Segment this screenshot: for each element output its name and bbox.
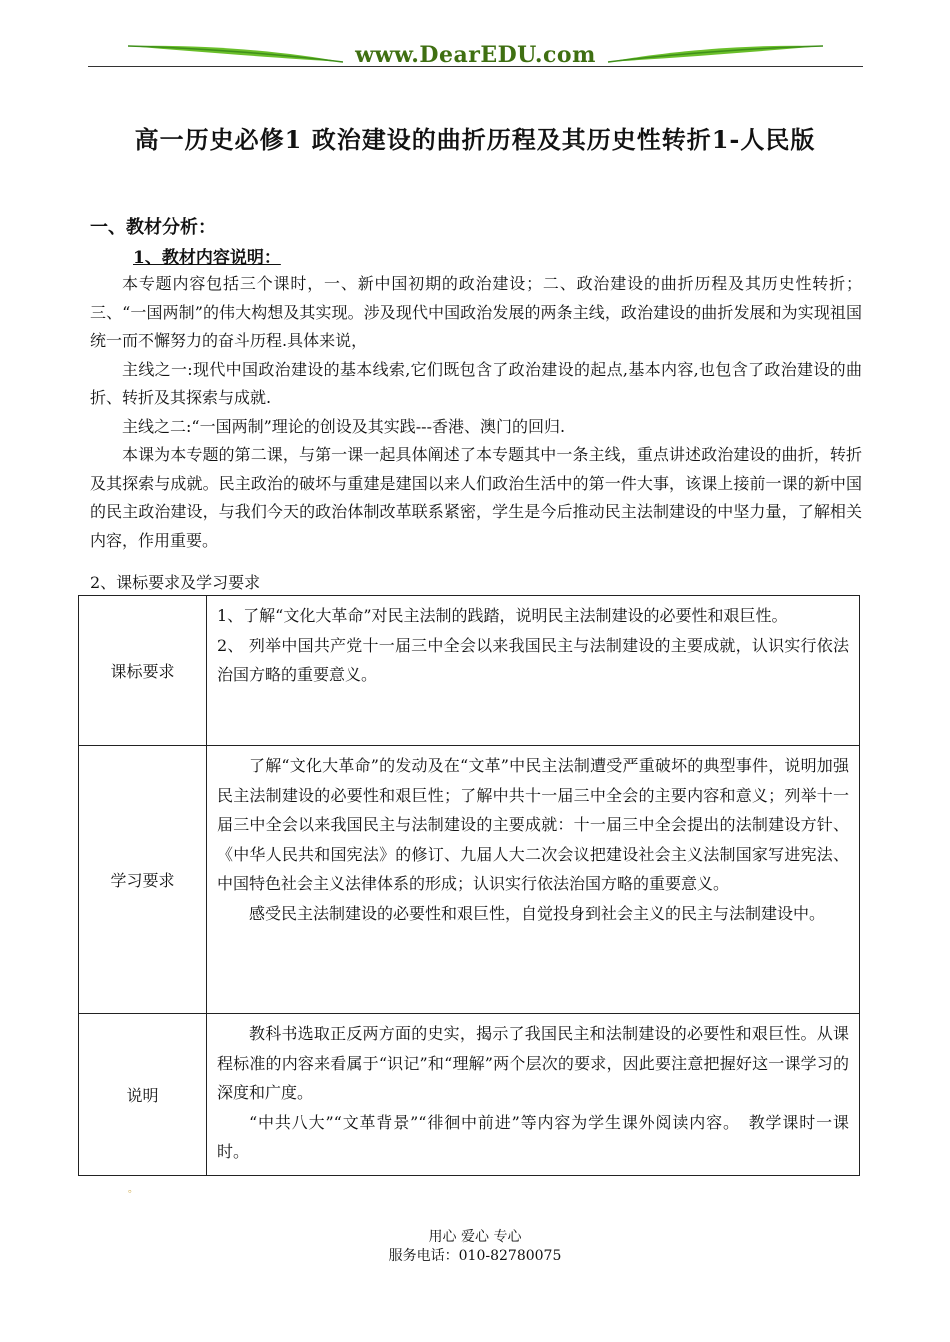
requirements-table <box>78 595 860 1176</box>
paragraph: 本课为本专题的第二课，与第一课一起具体阐述了本专题其中一条主线，重点讲述政治建设的曲折，转折及其探索与成就。民主政治的破坏与重建是建国以来人们政治生活中的第一件大事，该课上接前一课的新中国的民主政治建设，与我们今天的政治体制改革联系紧密，学生是今后推动民主法制建设的中坚力量，了解相关内容，作用重要。 <box>90 445 862 550</box>
row-label: 学习要求 <box>79 746 207 1014</box>
stray-mark: 。 <box>128 1184 138 1195</box>
header-divider <box>88 66 863 67</box>
document-title: 高一历史必修1 政治建设的曲折历程及其历史性转折1-人民版 <box>134 125 816 154</box>
table-row <box>79 596 860 746</box>
content-paragraph: 1、了解“文化大革命”对民主法制的践踏，说明民主法制建设的必要性和艰巨性。 <box>217 606 788 625</box>
subsection-heading: 1、教材内容说明： <box>133 248 281 268</box>
paragraph: 主线之二:“一国两制”理论的创设及其实践---香港、澳门的回归. <box>122 416 566 436</box>
subsection-heading-2: 2、课标要求及学习要求 <box>90 573 261 592</box>
table-row <box>79 1014 860 1176</box>
content-paragraph: 教科书选取正反两方面的史实，揭示了我国民主和法制建设的必要性和艰巨性。从课程标准的内容来看属于“识记”和“理解”两个层次的要求，因此要注意把握好这一课学习的深度和广度。 <box>217 1024 849 1102</box>
row-label: 说明 <box>79 1014 207 1176</box>
page-footer <box>0 1228 950 1266</box>
row-content <box>207 1014 860 1176</box>
content-paragraph: 了解“文化大革命”的发动及在“文革”中民主法制遭受严重破坏的典型事件，说明加强民主法制建设的必要性和艰巨性；了解中共十一届三中全会的主要内容和意义；列举十一届三中全会以来我国民主与法制建设的主要成就：十一届三中全会提出的法制建设方针、《中华人民共和国宪法》的修订、九届人大二次会议把建设社会主义法制国家写进宪法、中国特色社会主义法律体系的形成；认识实行依法治国方略的重要意义。 <box>217 756 849 893</box>
content-paragraph: “中共八大”“文革背景”“徘徊中前进”等内容为学生课外阅读内容。 教学课时一课时。 <box>217 1112 849 1161</box>
content-paragraph: 2、 列举中国共产党十一届三中全会以来我国民主与法制建设的主要成就，认识实行依法治国方略的重要意义。 <box>217 635 849 684</box>
section-heading: 一、教材分析： <box>90 217 216 238</box>
table-row <box>79 746 860 1014</box>
row-content <box>207 746 860 1014</box>
paragraph: 主线之一:现代中国政治建设的基本线索,它们既包含了政治建设的起点,基本内容,也包含了政治建设的曲折、转折及其探索与成就. <box>90 359 862 407</box>
logo-text: www.DearEDU.com <box>355 42 596 68</box>
row-label: 课标要求 <box>79 596 207 746</box>
paragraph: 本专题内容包括三个课时，一、新中国初期的政治建设；二、政治建设的曲折历程及其历史性转折；三、“一国两制”的伟大构想及其实现。涉及现代中国政治发展的两条主线，政治建设的曲折发展和为实现祖国统一而不懈努力的奋斗历程.具体来说， <box>90 274 862 350</box>
footer-slogan: 用心 爱心 专心 <box>428 1229 522 1245</box>
content-paragraph: 感受民主法制建设的必要性和艰巨性，自觉投身到社会主义的民主与法制建设中。 <box>249 903 826 923</box>
row-content <box>207 596 860 746</box>
content-description <box>90 270 862 555</box>
footer-phone: 服务电话：010-82780075 <box>388 1248 562 1264</box>
